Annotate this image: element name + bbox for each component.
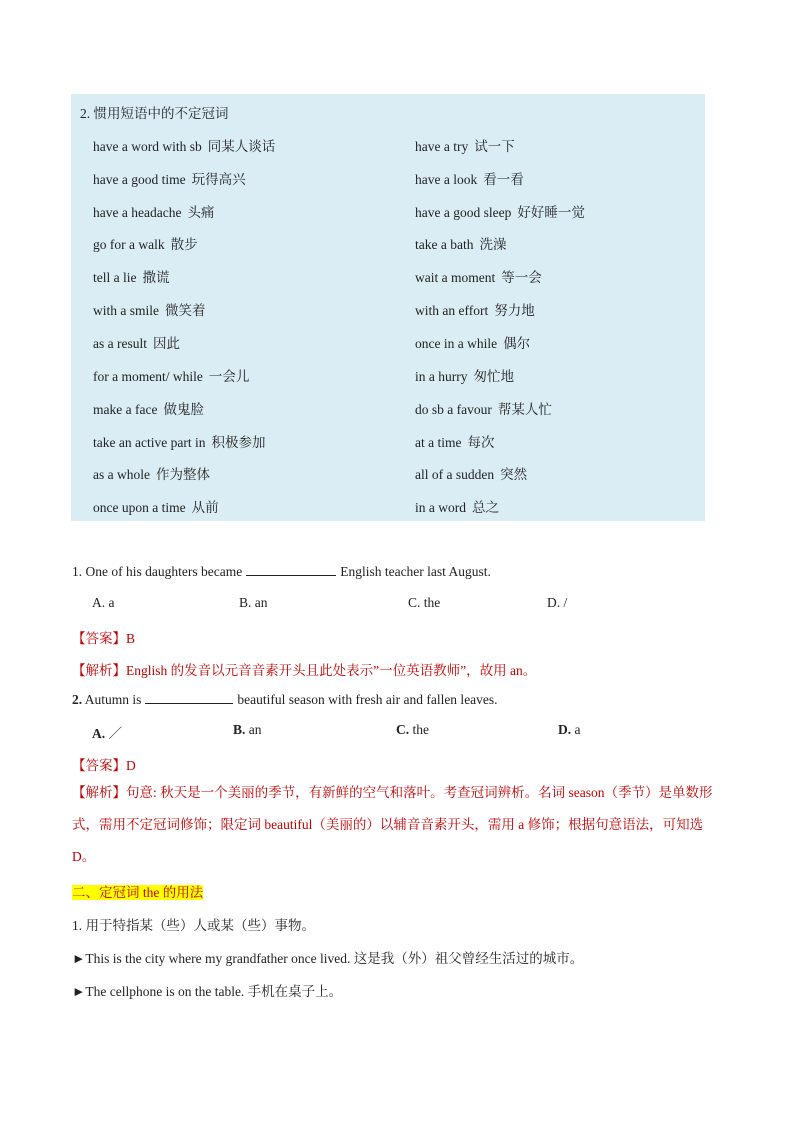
phrase-en: in a word — [415, 500, 466, 515]
option-letter: C. — [396, 722, 410, 737]
phrase-left-2 — [93, 168, 246, 188]
phrase-en: at a time — [415, 435, 462, 450]
phrase-right-5 — [415, 266, 542, 286]
option-text: ／ — [108, 726, 122, 741]
phrase-left-3 — [93, 201, 214, 221]
phrase-en: make a face — [93, 402, 158, 417]
question-text: beautiful season with fresh air and fallen leaves. — [237, 692, 498, 707]
phrase-left-4 — [93, 233, 198, 253]
q2-option-c — [396, 722, 429, 738]
phrase-cn: 等一会 — [501, 270, 542, 285]
phrase-right-8 — [415, 365, 514, 385]
phrase-en: do sb a favour — [415, 402, 492, 417]
q2-option-b — [233, 722, 262, 738]
phrase-box — [71, 94, 705, 521]
option-letter: D. — [558, 722, 572, 737]
usage-point-1: 1. 用于特指某（些）人或某（些）事物。 — [72, 918, 315, 933]
phrase-en: have a word with sb — [93, 139, 202, 154]
phrase-en: have a headache — [93, 205, 182, 220]
phrase-cn: 同某人谈话 — [207, 139, 276, 154]
answer-value: B — [126, 631, 136, 646]
phrase-right-4 — [415, 233, 506, 253]
q2-option-a — [92, 722, 122, 742]
phrase-cn: 积极参加 — [211, 435, 266, 450]
phrase-en: once upon a time — [93, 500, 186, 515]
question-1 — [72, 563, 491, 580]
question-text: Autumn is — [82, 692, 142, 707]
phrase-cn: 试一下 — [474, 139, 515, 154]
phrase-left-11 — [93, 463, 210, 483]
phrase-cn: 头痛 — [187, 205, 215, 220]
phrase-en: all of a sudden — [415, 467, 495, 482]
q2-analysis — [72, 777, 727, 873]
phrase-cn: 好好睡一觉 — [517, 205, 585, 220]
phrase-left-8 — [93, 365, 249, 385]
phrase-en: once in a while — [415, 336, 498, 351]
phrase-en: with an effort — [415, 303, 489, 318]
phrase-en: have a try — [415, 139, 469, 154]
phrase-cn: 作为整体 — [155, 467, 210, 482]
phrase-cn: 突然 — [500, 467, 528, 482]
phrase-en: for a moment/ while — [93, 369, 203, 384]
phrase-right-10 — [415, 431, 494, 451]
phrase-box-title: 2. 惯用短语中的不定冠词 — [80, 106, 229, 121]
phrase-right-9 — [415, 398, 552, 418]
phrase-en: as a whole — [93, 467, 150, 482]
phrase-en: go for a walk — [93, 237, 165, 252]
analysis-label: 【解析】 — [72, 785, 126, 800]
phrase-cn: 一会儿 — [208, 369, 250, 384]
example-sentence-1: ►This is the city where my grandfather once lived. 这是我（外）祖父曾经生活过的城市。 — [72, 951, 584, 966]
question-number: 2. — [72, 692, 83, 707]
q1-option-c: C. the — [408, 595, 441, 610]
q1-option-a: A. a — [92, 595, 115, 610]
phrase-en: tell a lie — [93, 270, 137, 285]
question-text: English teacher last August. — [340, 564, 491, 579]
analysis-label: 【解析】 — [72, 663, 126, 678]
phrase-left-1 — [93, 135, 275, 155]
answer-label: 【答案】 — [72, 631, 126, 646]
option-text: an — [248, 722, 262, 737]
phrase-cn: 匆忙地 — [473, 369, 514, 384]
example-sentence-2: ►The cellphone is on the table. 手机在桌子上。 — [72, 984, 343, 999]
option-letter: A. — [92, 726, 106, 741]
answer-blank — [246, 563, 336, 576]
phrase-cn: 做鬼脸 — [163, 402, 204, 417]
phrase-cn: 从前 — [191, 500, 219, 515]
phrase-right-2 — [415, 168, 524, 188]
phrase-right-3 — [415, 201, 585, 221]
phrase-en: as a result — [93, 336, 147, 351]
section-heading-suffix: 的用法 — [159, 885, 204, 900]
phrase-left-6 — [93, 299, 206, 319]
phrase-right-7 — [415, 332, 530, 352]
phrase-en: have a look — [415, 172, 478, 187]
phrase-en: have a good sleep — [415, 205, 512, 220]
phrase-cn: 每次 — [467, 435, 495, 450]
q2-option-d — [558, 722, 581, 738]
phrase-cn: 撒谎 — [142, 270, 170, 285]
q2-answer — [72, 754, 136, 774]
phrase-left-7 — [93, 332, 180, 352]
phrase-en: take an active part in — [93, 435, 206, 450]
phrase-en: with a smile — [93, 303, 159, 318]
q1-answer — [72, 627, 135, 647]
option-letter: B. — [233, 722, 246, 737]
phrase-en: in a hurry — [415, 369, 468, 384]
q1-analysis — [72, 659, 536, 679]
phrase-en: wait a moment — [415, 270, 496, 285]
analysis-text: English 的发音以元音音素开头且此处表示”一位英语教师”，故用 an。 — [126, 663, 537, 678]
section-heading — [72, 881, 203, 901]
phrase-cn: 微笑着 — [165, 303, 206, 318]
phrase-left-10 — [93, 431, 265, 451]
section-heading-word: the — [142, 885, 160, 900]
option-text: a — [574, 722, 581, 737]
phrase-cn: 散步 — [170, 237, 198, 252]
question-text: 1. One of his daughters became — [72, 564, 243, 579]
phrase-right-1 — [415, 135, 515, 155]
phrase-left-12 — [93, 496, 219, 516]
phrase-cn: 因此 — [152, 336, 180, 351]
phrase-cn: 洗澡 — [479, 237, 507, 252]
option-text: the — [412, 722, 429, 737]
question-2 — [72, 691, 498, 708]
analysis-text: 句意: 秋天是一个美丽的季节，有新鲜的空气和落叶。考查冠词辨析。名词 season（季节）是单数形式，需用不定冠词修饰；限定词 beautiful（美丽的）以辅音音素开头，需用 a 修饰；根据句意语法，可知选 D。 — [72, 785, 713, 864]
q1-option-d: D. / — [547, 595, 568, 610]
phrase-right-6 — [415, 299, 535, 319]
phrase-cn: 偶尔 — [503, 336, 531, 351]
phrase-en: have a good time — [93, 172, 186, 187]
answer-label: 【答案】 — [72, 758, 126, 773]
phrase-cn: 看一看 — [483, 172, 524, 187]
phrase-left-5 — [93, 266, 169, 286]
answer-blank — [145, 691, 233, 704]
phrase-cn: 玩得高兴 — [191, 172, 246, 187]
phrase-cn: 总之 — [472, 500, 499, 515]
phrase-en: take a bath — [415, 237, 474, 252]
phrase-cn: 帮某人忙 — [497, 402, 552, 417]
q1-option-b: B. an — [239, 595, 268, 610]
phrase-cn: 努力地 — [494, 303, 535, 318]
answer-value: D — [126, 758, 136, 773]
phrase-right-11 — [415, 463, 527, 483]
section-heading-prefix: 二、定冠词 — [72, 885, 143, 900]
phrase-left-9 — [93, 398, 204, 418]
phrase-right-12 — [415, 496, 499, 516]
